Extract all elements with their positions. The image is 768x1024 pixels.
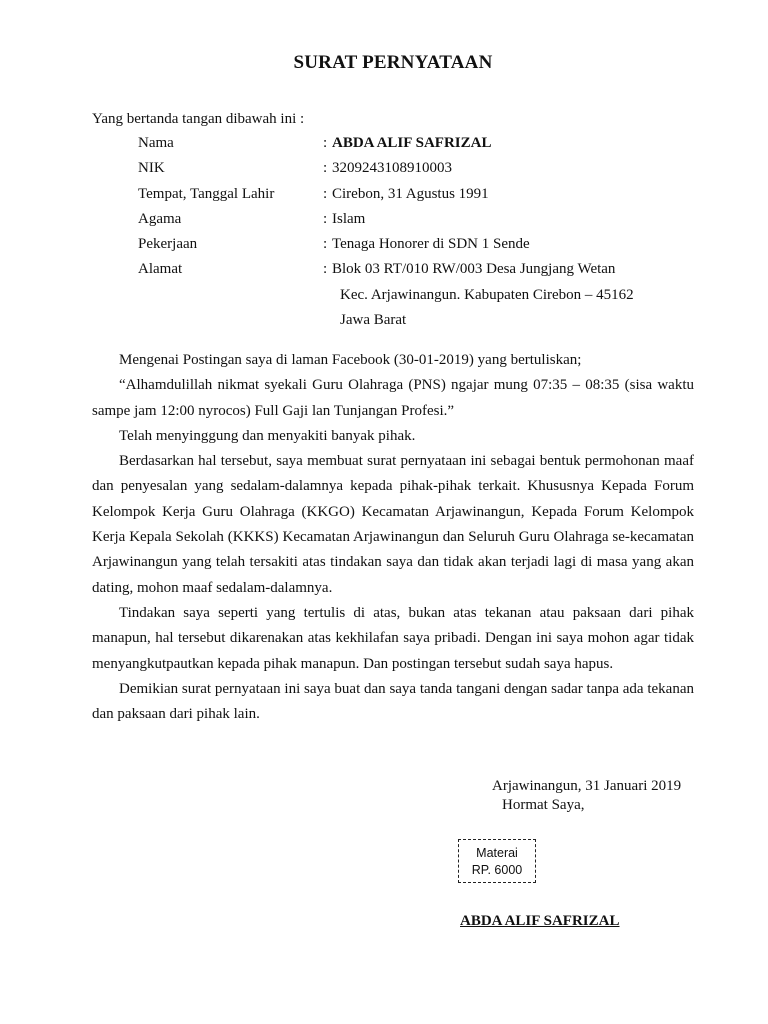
address-line-3: Jawa Barat	[340, 312, 407, 329]
identity-colon: :	[323, 236, 328, 253]
materai-label: Materai	[476, 846, 518, 860]
identity-label: Agama	[138, 210, 182, 227]
identity-row-alamat	[138, 257, 698, 282]
materai-stamp-box	[458, 839, 536, 883]
sign-label: Hormat Saya,	[502, 797, 585, 813]
identity-label: Pekerjaan	[138, 236, 198, 253]
address-continuation-row	[138, 283, 698, 308]
identity-colon: :	[323, 160, 328, 177]
paragraph-impact: Telah menyinggung dan menyakiti banyak pihak.	[119, 427, 416, 444]
paragraph-closing: Demikian surat pernyataan ini saya buat dan saya tanda tangani dengan sadar tanpa ada tekanan dan paksaan dari pihak lain.	[92, 680, 694, 723]
paragraph-voluntary: Tindakan saya seperti yang tertulis di atas, bukan atas tekanan atau paksaan dari pihak manapun, hal tersebut dikarenakan atas kekhilafan saya pribadi. Dengan ini saya mohon agar tidak menyangkutpautkan kepada pihak manapun. Dan postingan tersebut sudah saya hapus.	[92, 604, 694, 672]
materai-amount: RP. 6000	[471, 863, 523, 877]
identity-label: Alamat	[138, 261, 183, 278]
identity-label: Nama	[138, 135, 174, 151]
identity-label: NIK	[138, 160, 165, 177]
statement-body	[92, 348, 694, 727]
identity-value-alamat: Blok 03 RT/010 RW/003 Desa Jungjang Wetan	[332, 261, 616, 278]
identity-block	[138, 131, 698, 333]
identity-colon: :	[323, 210, 328, 227]
paragraph-apology: Berdasarkan hal tersebut, saya membuat surat pernyataan ini sebagai bentuk permohonan maaf dan penyesalan yang sedalam-dalamnya kepada pihak-pihak terkait. Khususnya Kepada Forum Kelompok Kerja Guru Olahraga (KKGO) Kecamatan Arjawinangun, Kepada Forum Kelompok Kerja Kepala Sekolah (KKKS) Kecamatan Arjawinangun dan Seluruh Guru Olahraga se-kecamatan Arjawinangun yang telah tersakiti atas tindakan saya dan tidak akan terjadi lagi di masa yang akan dating, mohon maaf sedalam-dalamnya.	[92, 453, 694, 596]
identity-row-agama	[138, 207, 698, 232]
identity-colon: :	[323, 135, 328, 151]
identity-colon: :	[323, 261, 328, 278]
identity-value-nama: ABDA ALIF SAFRIZAL	[332, 135, 492, 151]
identity-colon: :	[323, 185, 328, 202]
identity-label: Tempat, Tanggal Lahir	[138, 185, 275, 202]
identity-value-pekerjaan: Tenaga Honorer di SDN 1 Sende	[332, 236, 530, 253]
identity-value-agama: Islam	[332, 210, 366, 227]
address-line-2: Kec. Arjawinangun. Kabupaten Cirebon – 45162	[340, 286, 634, 303]
intro-text: Yang bertanda tangan dibawah ini :	[92, 111, 305, 127]
document-title: SURAT PERNYATAAN	[293, 52, 493, 73]
identity-row-nama	[138, 131, 698, 156]
identity-value-ttl: Cirebon, 31 Agustus 1991	[332, 185, 489, 202]
identity-row-pekerjaan	[138, 232, 698, 257]
paragraph-posting: Mengenai Postingan saya di laman Facebook (30-01-2019) yang bertuliskan;	[119, 352, 582, 368]
identity-row-nik	[138, 156, 698, 181]
signer-name: ABDA ALIF SAFRIZAL	[460, 913, 620, 929]
place-date: Arjawinangun, 31 Januari 2019	[492, 778, 682, 794]
paragraph-quote: “Alhamdulillah nikmat syekali Guru Olahraga (PNS) ngajar mung 07:35 – 08:35 (sisa waktu sampe jam 12:00 nyrocos) Full Gaji lan Tunjangan Profesi.”	[92, 377, 694, 419]
address-continuation-row	[138, 308, 698, 333]
identity-value-nik: 3209243108910003	[332, 160, 452, 177]
identity-row-ttl	[138, 182, 698, 207]
